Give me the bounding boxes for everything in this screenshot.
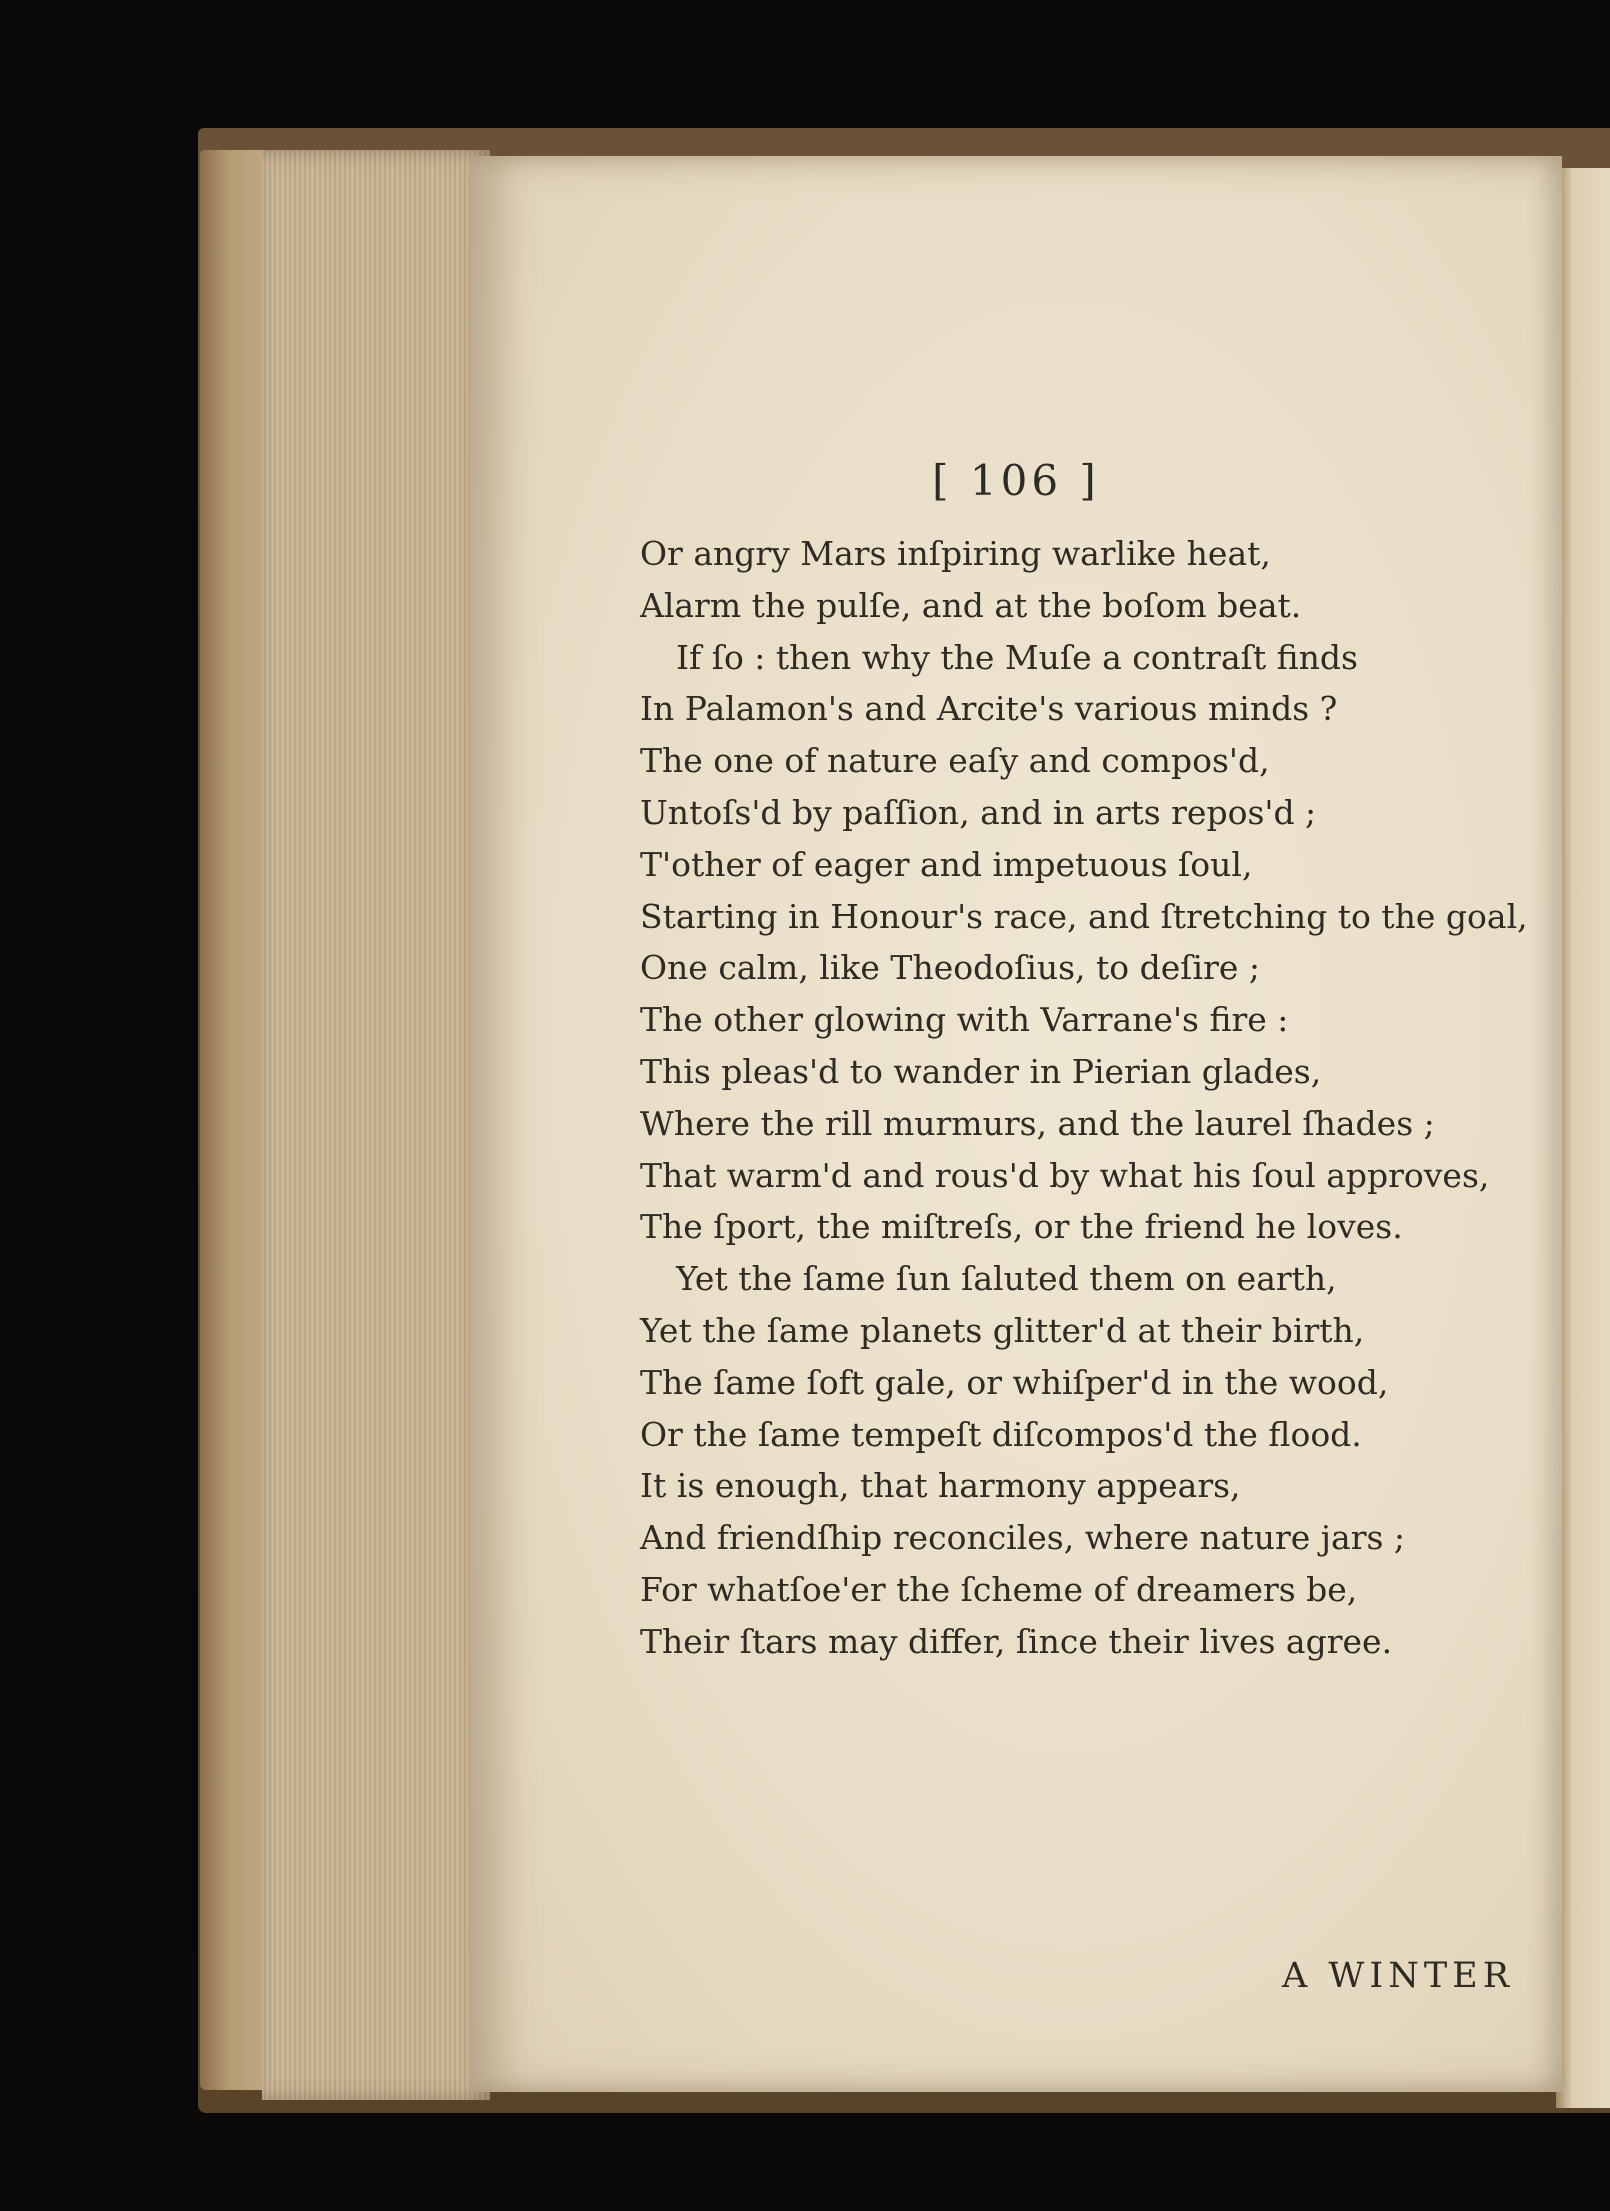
poem-line: It is enough, that harmony appears, xyxy=(640,1466,1241,1506)
poem-line: Alarm the pulſe, and at the boſom beat. xyxy=(640,585,1302,625)
poem-line: This pleas'd to wander in Pierian glades, xyxy=(640,1051,1322,1091)
poem-line: For whatſoe'er the ſcheme of dreamers be, xyxy=(640,1569,1358,1609)
poem-line: In Palamon's and Arcite's various minds ? xyxy=(640,689,1338,729)
poem-line: And friendſhip reconciles, where nature jars ; xyxy=(640,1518,1406,1558)
poem-text xyxy=(640,528,1540,1668)
poem-line: Yet the ſame ſun ſaluted them on earth, xyxy=(676,1259,1337,1299)
facing-page-edge xyxy=(1556,168,1610,2108)
poem-line: The ſport, the miſtreſs, or the friend he loves. xyxy=(640,1207,1403,1247)
page-number: [ 106 ] xyxy=(932,456,1100,505)
poem-line: Untoſs'd by paſſion, and in arts repos'd ; xyxy=(640,792,1317,832)
poem-line: Their ſtars may differ, ſince their lives agree. xyxy=(640,1621,1393,1661)
page-block-edges xyxy=(262,150,490,2100)
poem-line: The one of nature eaſy and compos'd, xyxy=(640,741,1270,781)
poem-line: Or the ſame tempeſt diſcompos'd the flood. xyxy=(640,1414,1362,1454)
poem-line: If ſo : then why the Muſe a contraſt finds xyxy=(676,637,1358,677)
poem-line: That warm'd and rous'd by what his ſoul approves, xyxy=(640,1155,1490,1195)
poem-line: The other glowing with Varrane's fire : xyxy=(640,1000,1289,1040)
poem-line: Yet the ſame planets glitter'd at their birth, xyxy=(640,1310,1365,1350)
poem-line: One calm, like Theodoſius, to deſire ; xyxy=(640,948,1260,988)
poem-line: Or angry Mars inſpiring warlike heat, xyxy=(640,534,1271,573)
book-page xyxy=(470,156,1562,2092)
poem-line: The ſame ſoft gale, or whiſper'd in the wood, xyxy=(640,1362,1389,1402)
poem-line: T'other of eager and impetuous ſoul, xyxy=(640,844,1253,884)
poem-line: Starting in Honour's race, and ſtretching to the goal, xyxy=(640,896,1528,936)
catchword: A WINTER xyxy=(1282,1956,1515,1996)
book-cover-edge xyxy=(200,150,270,2090)
poem-line: Where the rill murmurs, and the laurel ſhades ; xyxy=(640,1103,1435,1143)
